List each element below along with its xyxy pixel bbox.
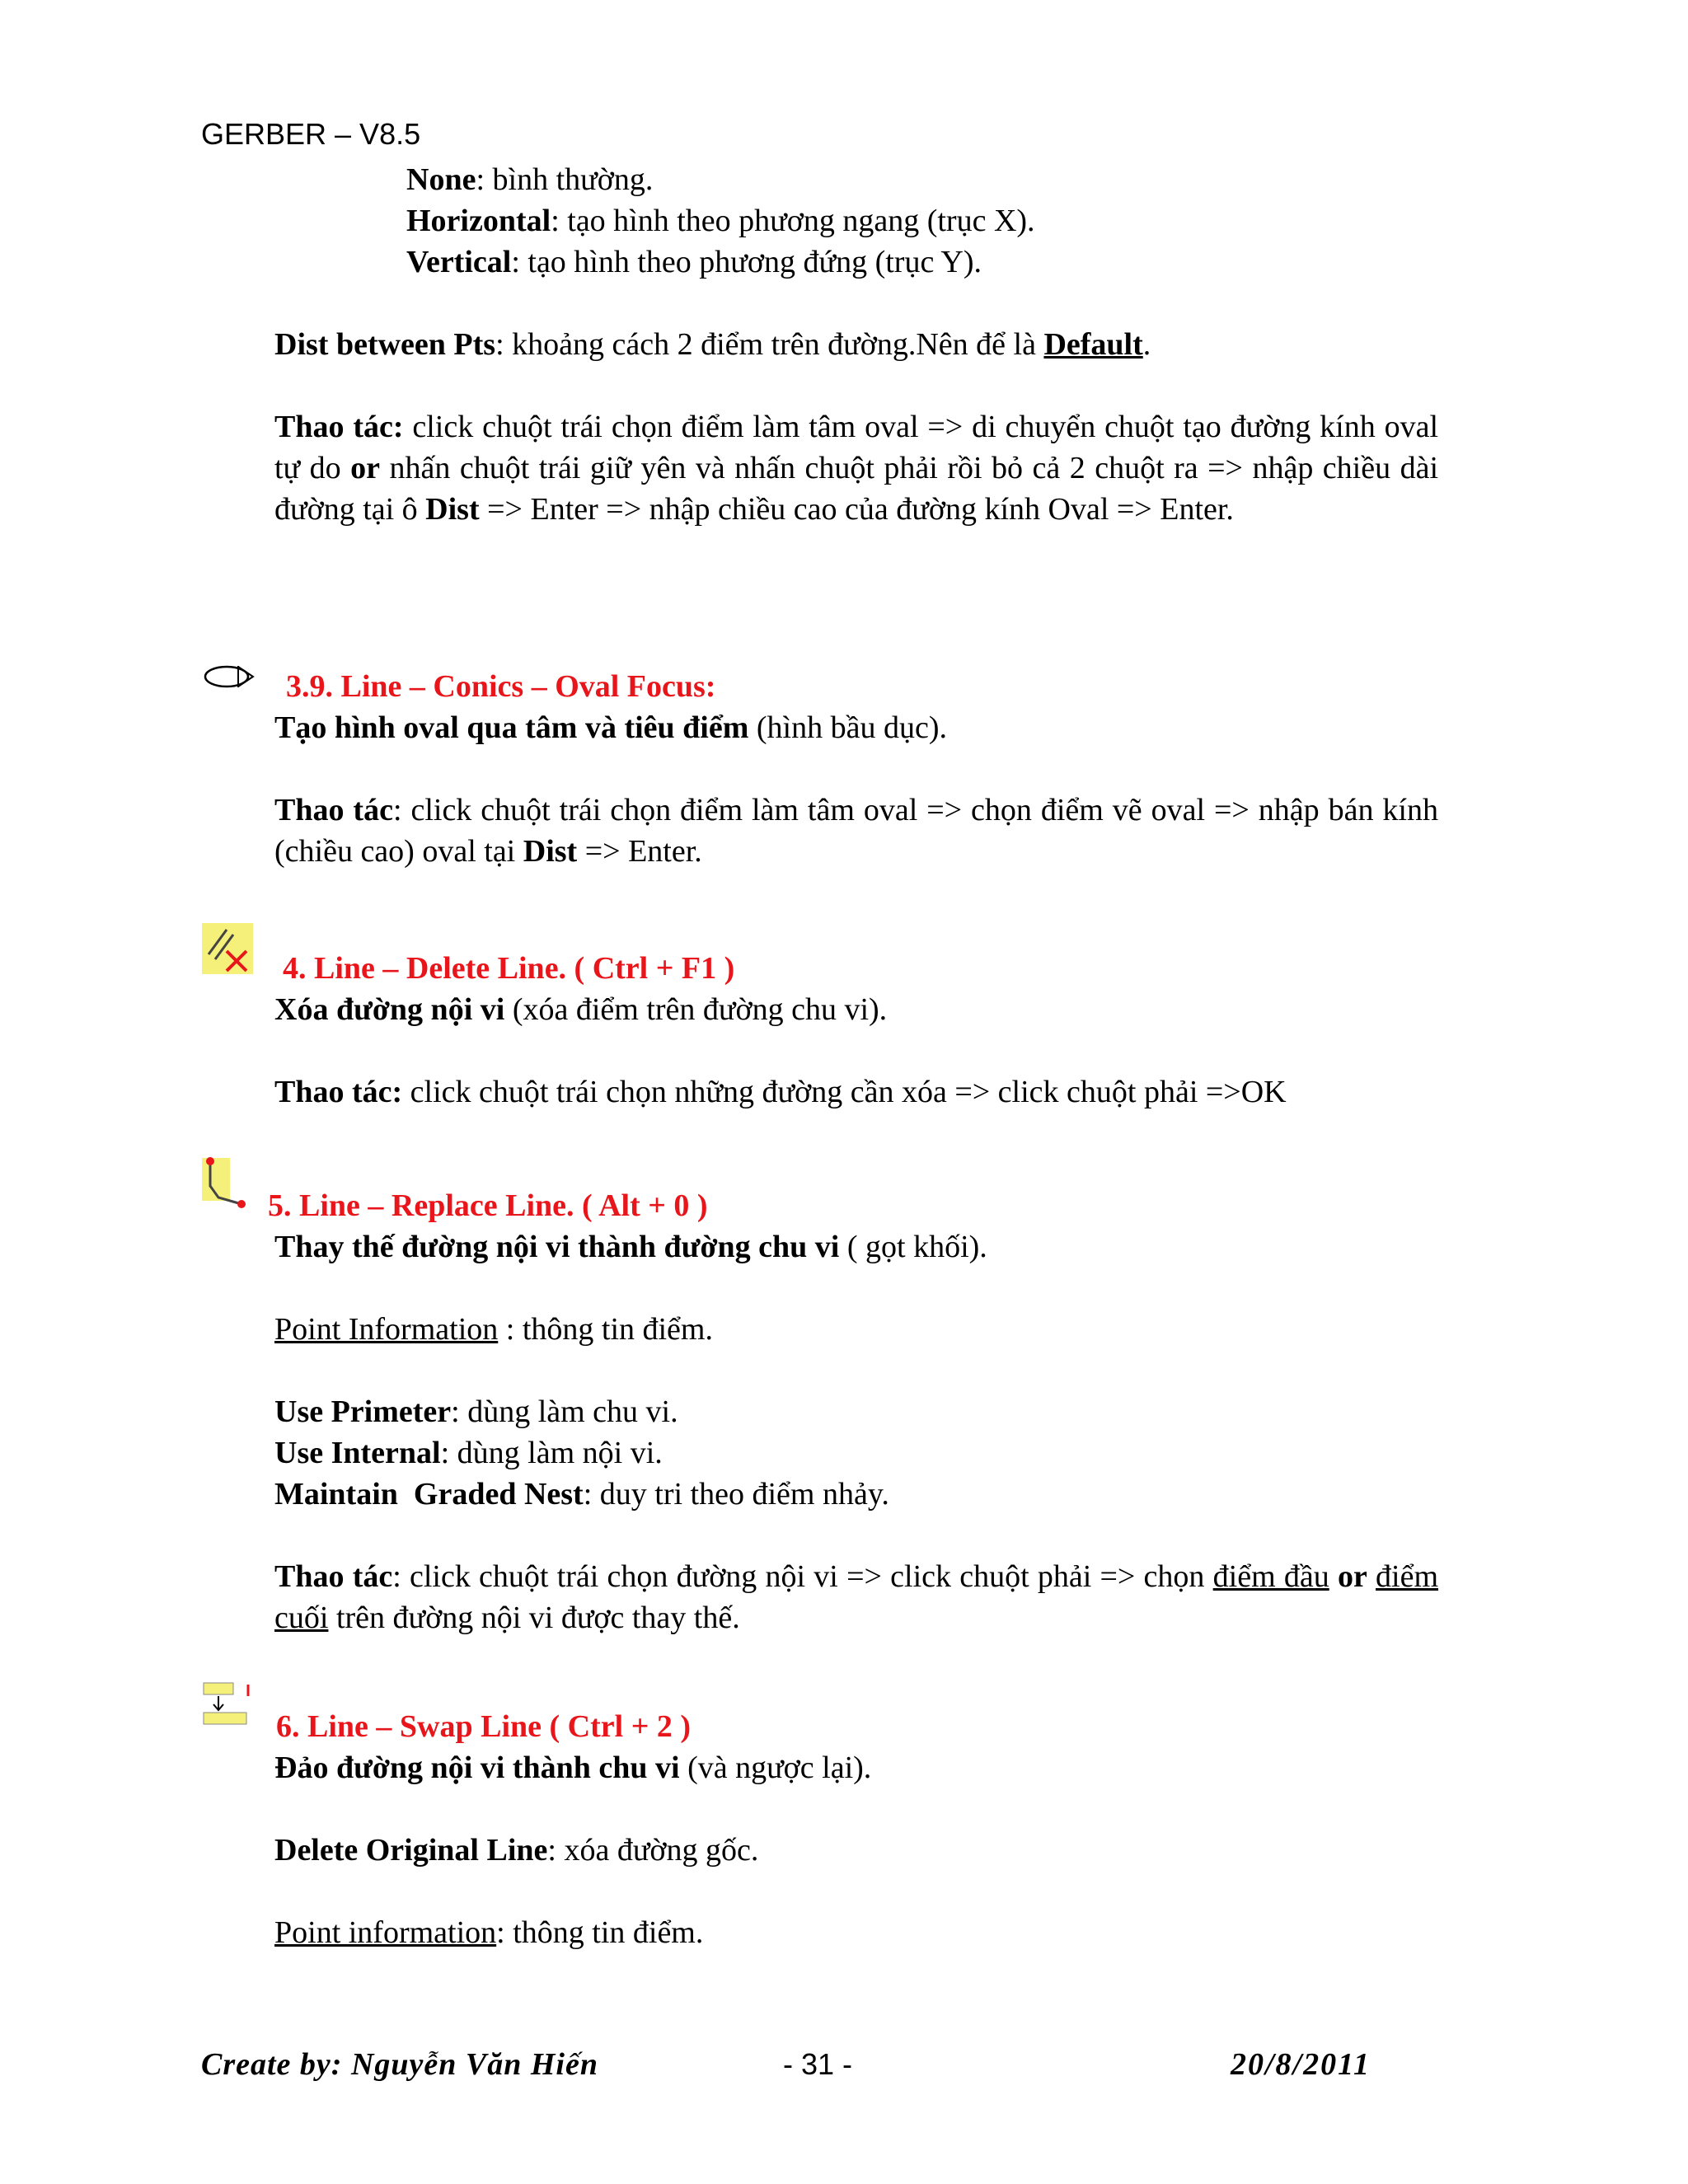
section-5-point-information: Point Information : thông tin điểm.: [274, 1312, 713, 1347]
option-use-primeter: Use Primeter: dùng làm chu vi.: [274, 1394, 678, 1429]
footer-date: 20/8/2011: [1231, 2047, 1372, 2082]
delete-line-icon: [202, 923, 253, 974]
section-4-heading: 4. Line – Delete Line. ( Ctrl + F1 ): [283, 951, 735, 986]
section-3-9-operation: Thao tác: click chuột trái chọn điểm làm tâm oval => chọn điểm vẽ oval => nhập bán kính (chiều cao) oval tại Dist => Enter.: [274, 793, 1438, 869]
oval-operation-paragraph: Thao tác: click chuột trái chọn điểm làm tâm oval => di chuyển chuột tạo đường kính oval tự do or nhấn chuột trái giữ yên và nhấn chuột phải rồi bỏ cả 2 chuột ra => nhập chiều dài đường tại ô Dist => Enter => nhập chiều cao của đường kính Oval => Enter.: [274, 410, 1439, 527]
section-4-description: Xóa đường nội vi (xóa điểm trên đường chu vi).: [274, 992, 888, 1027]
section-4-operation: Thao tác: click chuột trái chọn những đường cần xóa => click chuột phải =>OK: [274, 1075, 1287, 1109]
section-5-description: Thay thế đường nội vi thành đường chu vi ( gọt khối).: [274, 1230, 987, 1264]
section-5-heading: 5. Line – Replace Line. ( Alt + 0 ): [268, 1188, 708, 1223]
option-none: None: bình thường.: [406, 162, 654, 197]
section-6-description: Đảo đường nội vi thành chu vi (và ngược lại).: [274, 1750, 872, 1785]
page-header: GERBER – V8.5: [201, 117, 421, 151]
option-delete-original-line: Delete Original Line: xóa đường gốc.: [274, 1833, 759, 1868]
dist-between-pts: Dist between Pts: khoảng cách 2 điểm trên đường.Nên để là Default.: [274, 327, 1151, 362]
option-use-internal: Use Internal: dùng làm nội vi.: [274, 1436, 663, 1470]
swap-line-icon: [202, 1681, 253, 1732]
section-6-heading: 6. Line – Swap Line ( Ctrl + 2 ): [276, 1709, 691, 1744]
replace-line-icon: [202, 1156, 248, 1209]
option-horizontal: Horizontal: tạo hình theo phương ngang (trục X).: [406, 204, 1035, 238]
footer-author: Create by: Nguyễn Văn Hiến: [201, 2047, 598, 2082]
option-vertical: Vertical: tạo hình theo phương đứng (trục Y).: [406, 245, 982, 279]
footer-page-number: - 31 -: [783, 2047, 853, 2081]
section-3-9-heading: 3.9. Line – Conics – Oval Focus:: [286, 669, 716, 704]
option-maintain-graded-nest: Maintain Graded Nest: duy tri theo điểm nhảy.: [274, 1477, 889, 1511]
section-5-operation: Thao tác: click chuột trái chọn đường nội vi => click chuột phải => chọn điểm đầu or điểm cuối trên đường nội vi được thay thế.: [274, 1559, 1439, 1635]
oval-focus-icon: [202, 662, 260, 691]
section-6-point-information: Point information: thông tin điểm.: [274, 1915, 704, 1950]
section-3-9-description: Tạo hình oval qua tâm và tiêu điểm (hình bầu dục).: [274, 710, 947, 745]
